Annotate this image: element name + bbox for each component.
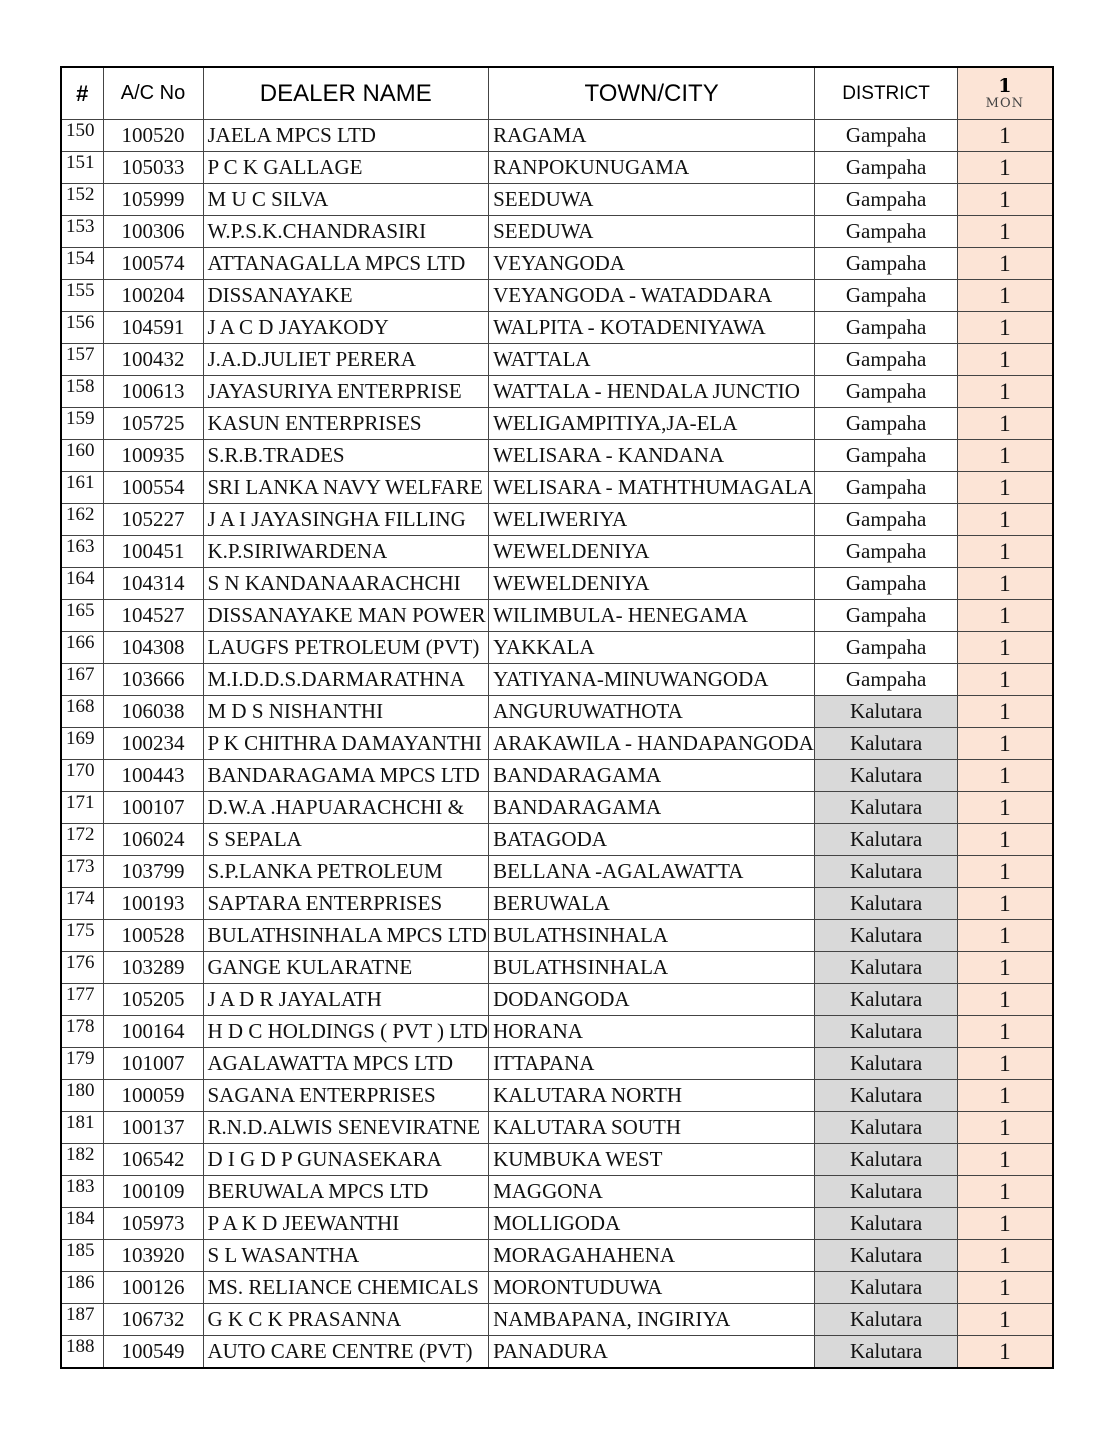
- table-row: [61, 1304, 1053, 1336]
- account-number-cell: 101007: [103, 1048, 203, 1080]
- dealer-name-cell: J A C D JAYAKODY: [203, 312, 489, 344]
- month-value-cell: 1: [958, 536, 1053, 568]
- month-value-cell: 1: [958, 984, 1053, 1016]
- table-row: [61, 1272, 1053, 1304]
- account-number-cell: 103920: [103, 1240, 203, 1272]
- dealer-name-cell: K.P.SIRIWARDENA: [203, 536, 489, 568]
- dealer-name-cell: BANDARAGAMA MPCS LTD: [203, 760, 489, 792]
- row-number-cell: 163: [61, 536, 103, 568]
- district-cell: Gampaha: [815, 184, 958, 216]
- col-header-town-city: TOWN/CITY: [489, 67, 815, 120]
- town-city-cell: MOLLIGODA: [489, 1208, 815, 1240]
- table-row: [61, 536, 1053, 568]
- month-value-cell: 1: [958, 440, 1053, 472]
- row-number-cell: 159: [61, 408, 103, 440]
- town-city-cell: NAMBAPANA, INGIRIYA: [489, 1304, 815, 1336]
- row-number-cell: 157: [61, 344, 103, 376]
- town-city-cell: MORONTUDUWA: [489, 1272, 815, 1304]
- district-cell: Kalutara: [815, 1016, 958, 1048]
- district-cell: Gampaha: [815, 120, 958, 152]
- account-number-cell: 100613: [103, 376, 203, 408]
- table-row: [61, 792, 1053, 824]
- town-city-cell: HORANA: [489, 1016, 815, 1048]
- month-value-cell: 1: [958, 696, 1053, 728]
- district-cell: Kalutara: [815, 1240, 958, 1272]
- dealer-table: [60, 66, 1054, 1369]
- account-number-cell: 106024: [103, 824, 203, 856]
- row-number-cell: 166: [61, 632, 103, 664]
- table-row: [61, 1080, 1053, 1112]
- month-value-cell: 1: [958, 248, 1053, 280]
- account-number-cell: 106732: [103, 1304, 203, 1336]
- month-value-cell: 1: [958, 600, 1053, 632]
- town-city-cell: BERUWALA: [489, 888, 815, 920]
- table-row: [61, 1336, 1053, 1369]
- row-number-cell: 158: [61, 376, 103, 408]
- town-city-cell: BULATHSINHALA: [489, 952, 815, 984]
- account-number-cell: 104527: [103, 600, 203, 632]
- town-city-cell: WALPITA - KOTADENIYAWA: [489, 312, 815, 344]
- month-value-cell: 1: [958, 1304, 1053, 1336]
- month-value-cell: 1: [958, 312, 1053, 344]
- district-cell: Kalutara: [815, 888, 958, 920]
- account-number-cell: 105033: [103, 152, 203, 184]
- town-city-cell: MORAGAHAHENA: [489, 1240, 815, 1272]
- district-cell: Gampaha: [815, 408, 958, 440]
- row-number-cell: 179: [61, 1048, 103, 1080]
- table-body: [61, 120, 1053, 1369]
- town-city-cell: BELLANA -AGALAWATTA: [489, 856, 815, 888]
- row-number-cell: 162: [61, 504, 103, 536]
- table-row: [61, 216, 1053, 248]
- month-value-cell: 1: [958, 376, 1053, 408]
- table-row: [61, 888, 1053, 920]
- account-number-cell: 103289: [103, 952, 203, 984]
- account-number-cell: 100164: [103, 1016, 203, 1048]
- dealer-name-cell: J A D R JAYALATH: [203, 984, 489, 1016]
- account-number-cell: 103799: [103, 856, 203, 888]
- month-value-cell: 1: [958, 1240, 1053, 1272]
- table-row: [61, 1016, 1053, 1048]
- dealer-name-cell: SAPTARA ENTERPRISES: [203, 888, 489, 920]
- account-number-cell: 100137: [103, 1112, 203, 1144]
- account-number-cell: 100432: [103, 344, 203, 376]
- month-value-cell: 1: [958, 120, 1053, 152]
- row-number-cell: 152: [61, 184, 103, 216]
- row-number-cell: 188: [61, 1336, 103, 1369]
- town-city-cell: BANDARAGAMA: [489, 760, 815, 792]
- month-value-cell: 1: [958, 760, 1053, 792]
- row-number-cell: 153: [61, 216, 103, 248]
- account-number-cell: 105999: [103, 184, 203, 216]
- district-cell: Gampaha: [815, 216, 958, 248]
- month-value-cell: 1: [958, 152, 1053, 184]
- table-row: [61, 1208, 1053, 1240]
- table-row: [61, 440, 1053, 472]
- account-number-cell: 100451: [103, 536, 203, 568]
- dealer-name-cell: D I G D P GUNASEKARA: [203, 1144, 489, 1176]
- month-value-cell: 1: [958, 472, 1053, 504]
- town-city-cell: WELISARA - KANDANA: [489, 440, 815, 472]
- col-header-district: DISTRICT: [815, 67, 958, 120]
- row-number-cell: 156: [61, 312, 103, 344]
- dealer-name-cell: DISSANAYAKE: [203, 280, 489, 312]
- dealer-name-cell: G K C K PRASANNA: [203, 1304, 489, 1336]
- table-row: [61, 824, 1053, 856]
- table-row: [61, 600, 1053, 632]
- table-row: [61, 504, 1053, 536]
- dealer-name-cell: P K CHITHRA DAMAYANTHI: [203, 728, 489, 760]
- town-city-cell: KALUTARA SOUTH: [489, 1112, 815, 1144]
- district-cell: Kalutara: [815, 984, 958, 1016]
- account-number-cell: 100549: [103, 1336, 203, 1369]
- row-number-cell: 150: [61, 120, 103, 152]
- district-cell: Gampaha: [815, 504, 958, 536]
- month-value-cell: 1: [958, 888, 1053, 920]
- district-cell: Kalutara: [815, 1336, 958, 1369]
- month-value-cell: 1: [958, 1336, 1053, 1369]
- district-cell: Kalutara: [815, 1080, 958, 1112]
- row-number-cell: 185: [61, 1240, 103, 1272]
- dealer-name-cell: M U C SILVA: [203, 184, 489, 216]
- dealer-name-cell: P C K GALLAGE: [203, 152, 489, 184]
- town-city-cell: WELIWERIYA: [489, 504, 815, 536]
- account-number-cell: 105725: [103, 408, 203, 440]
- table-row: [61, 664, 1053, 696]
- town-city-cell: WELISARA - MATHTHUMAGALA: [489, 472, 815, 504]
- account-number-cell: 104308: [103, 632, 203, 664]
- town-city-cell: KUMBUKA WEST: [489, 1144, 815, 1176]
- account-number-cell: 100520: [103, 120, 203, 152]
- town-city-cell: YATIYANA-MINUWANGODA: [489, 664, 815, 696]
- account-number-cell: 100234: [103, 728, 203, 760]
- row-number-cell: 187: [61, 1304, 103, 1336]
- account-number-cell: 103666: [103, 664, 203, 696]
- town-city-cell: ANGURUWATHOTA: [489, 696, 815, 728]
- account-number-cell: 104314: [103, 568, 203, 600]
- account-number-cell: 100126: [103, 1272, 203, 1304]
- district-cell: Kalutara: [815, 760, 958, 792]
- dealer-name-cell: P A K D JEEWANTHI: [203, 1208, 489, 1240]
- account-number-cell: 100935: [103, 440, 203, 472]
- district-cell: Kalutara: [815, 1144, 958, 1176]
- town-city-cell: PANADURA: [489, 1336, 815, 1369]
- dealer-name-cell: JAYASURIYA ENTERPRISE: [203, 376, 489, 408]
- district-cell: Kalutara: [815, 696, 958, 728]
- col-header-month: [958, 67, 1053, 120]
- month-value-cell: 1: [958, 408, 1053, 440]
- dealer-name-cell: J.A.D.JULIET PERERA: [203, 344, 489, 376]
- account-number-cell: 100059: [103, 1080, 203, 1112]
- col-header-number: #: [61, 67, 103, 120]
- dealer-name-cell: DISSANAYAKE MAN POWER: [203, 600, 489, 632]
- row-number-cell: 160: [61, 440, 103, 472]
- account-number-cell: 100554: [103, 472, 203, 504]
- table-row: [61, 408, 1053, 440]
- district-cell: Gampaha: [815, 152, 958, 184]
- table-row: [61, 280, 1053, 312]
- row-number-cell: 172: [61, 824, 103, 856]
- district-cell: Kalutara: [815, 1272, 958, 1304]
- dealer-name-cell: D.W.A .HAPUARACHCHI &: [203, 792, 489, 824]
- table-row: [61, 344, 1053, 376]
- dealer-name-cell: BERUWALA MPCS LTD: [203, 1176, 489, 1208]
- row-number-cell: 180: [61, 1080, 103, 1112]
- month-label: MON: [985, 95, 1025, 111]
- row-number-cell: 168: [61, 696, 103, 728]
- district-cell: Kalutara: [815, 1112, 958, 1144]
- town-city-cell: VEYANGODA: [489, 248, 815, 280]
- dealer-name-cell: SRI LANKA NAVY WELFARE: [203, 472, 489, 504]
- table-row: [61, 568, 1053, 600]
- row-number-cell: 169: [61, 728, 103, 760]
- district-cell: Gampaha: [815, 248, 958, 280]
- dealer-name-cell: ATTANAGALLA MPCS LTD: [203, 248, 489, 280]
- account-number-cell: 100306: [103, 216, 203, 248]
- table-row: [61, 1176, 1053, 1208]
- month-value-cell: 1: [958, 1176, 1053, 1208]
- town-city-cell: RAGAMA: [489, 120, 815, 152]
- row-number-cell: 164: [61, 568, 103, 600]
- table-row: [61, 472, 1053, 504]
- month-value-cell: 1: [958, 184, 1053, 216]
- town-city-cell: WELIGAMPITIYA,JA-ELA: [489, 408, 815, 440]
- district-cell: Kalutara: [815, 1176, 958, 1208]
- dealer-name-cell: H D C HOLDINGS ( PVT ) LTD: [203, 1016, 489, 1048]
- row-number-cell: 183: [61, 1176, 103, 1208]
- account-number-cell: 100574: [103, 248, 203, 280]
- district-cell: Gampaha: [815, 632, 958, 664]
- row-number-cell: 161: [61, 472, 103, 504]
- town-city-cell: RANPOKUNUGAMA: [489, 152, 815, 184]
- month-value-cell: 1: [958, 632, 1053, 664]
- month-number: 1: [998, 74, 1012, 97]
- table-row: [61, 152, 1053, 184]
- town-city-cell: VEYANGODA - WATADDARA: [489, 280, 815, 312]
- table-row: [61, 312, 1053, 344]
- table-row: [61, 632, 1053, 664]
- dealer-name-cell: W.P.S.K.CHANDRASIRI: [203, 216, 489, 248]
- dealer-name-cell: AUTO CARE CENTRE (PVT): [203, 1336, 489, 1369]
- town-city-cell: WATTALA - HENDALA JUNCTIO: [489, 376, 815, 408]
- district-cell: Kalutara: [815, 1048, 958, 1080]
- town-city-cell: WEWELDENIYA: [489, 536, 815, 568]
- month-value-cell: 1: [958, 504, 1053, 536]
- district-cell: Gampaha: [815, 344, 958, 376]
- dealer-name-cell: J A I JAYASINGHA FILLING: [203, 504, 489, 536]
- col-header-dealer-name: DEALER NAME: [203, 67, 489, 120]
- row-number-cell: 165: [61, 600, 103, 632]
- account-number-cell: 105973: [103, 1208, 203, 1240]
- month-value-cell: 1: [958, 920, 1053, 952]
- district-cell: Kalutara: [815, 952, 958, 984]
- town-city-cell: BANDARAGAMA: [489, 792, 815, 824]
- account-number-cell: 100193: [103, 888, 203, 920]
- month-value-cell: 1: [958, 1112, 1053, 1144]
- table-row: [61, 920, 1053, 952]
- district-cell: Kalutara: [815, 824, 958, 856]
- row-number-cell: 155: [61, 280, 103, 312]
- table-row: [61, 1048, 1053, 1080]
- row-number-cell: 174: [61, 888, 103, 920]
- row-number-cell: 186: [61, 1272, 103, 1304]
- month-value-cell: 1: [958, 1144, 1053, 1176]
- district-cell: Kalutara: [815, 1208, 958, 1240]
- row-number-cell: 171: [61, 792, 103, 824]
- month-value-cell: 1: [958, 568, 1053, 600]
- row-number-cell: 184: [61, 1208, 103, 1240]
- row-number-cell: 154: [61, 248, 103, 280]
- table-row: [61, 760, 1053, 792]
- month-value-cell: 1: [958, 664, 1053, 696]
- account-number-cell: 104591: [103, 312, 203, 344]
- month-value-cell: 1: [958, 280, 1053, 312]
- district-cell: Gampaha: [815, 600, 958, 632]
- row-number-cell: 167: [61, 664, 103, 696]
- town-city-cell: KALUTARA NORTH: [489, 1080, 815, 1112]
- row-number-cell: 181: [61, 1112, 103, 1144]
- table-row: [61, 376, 1053, 408]
- dealer-name-cell: M.I.D.D.S.DARMARATHNA: [203, 664, 489, 696]
- district-cell: Gampaha: [815, 568, 958, 600]
- table-row: [61, 1112, 1053, 1144]
- month-value-cell: 1: [958, 856, 1053, 888]
- town-city-cell: BATAGODA: [489, 824, 815, 856]
- row-number-cell: 173: [61, 856, 103, 888]
- row-number-cell: 178: [61, 1016, 103, 1048]
- row-number-cell: 175: [61, 920, 103, 952]
- dealer-name-cell: MS. RELIANCE CHEMICALS: [203, 1272, 489, 1304]
- town-city-cell: WATTALA: [489, 344, 815, 376]
- district-cell: Gampaha: [815, 664, 958, 696]
- month-value-cell: 1: [958, 1048, 1053, 1080]
- account-number-cell: 106038: [103, 696, 203, 728]
- dealer-name-cell: S L WASANTHA: [203, 1240, 489, 1272]
- district-cell: Gampaha: [815, 312, 958, 344]
- table-row: [61, 984, 1053, 1016]
- month-value-cell: 1: [958, 952, 1053, 984]
- district-cell: Gampaha: [815, 280, 958, 312]
- month-value-cell: 1: [958, 1208, 1053, 1240]
- dealer-name-cell: S.R.B.TRADES: [203, 440, 489, 472]
- row-number-cell: 170: [61, 760, 103, 792]
- account-number-cell: 100204: [103, 280, 203, 312]
- town-city-cell: SEEDUWA: [489, 216, 815, 248]
- town-city-cell: WILIMBULA- HENEGAMA: [489, 600, 815, 632]
- month-value-cell: 1: [958, 824, 1053, 856]
- town-city-cell: WEWELDENIYA: [489, 568, 815, 600]
- month-value-cell: 1: [958, 1272, 1053, 1304]
- town-city-cell: ITTAPANA: [489, 1048, 815, 1080]
- table-row: [61, 1240, 1053, 1272]
- table-row: [61, 856, 1053, 888]
- district-cell: Kalutara: [815, 728, 958, 760]
- town-city-cell: BULATHSINHALA: [489, 920, 815, 952]
- table-row: [61, 184, 1053, 216]
- dealer-name-cell: BULATHSINHALA MPCS LTD: [203, 920, 489, 952]
- account-number-cell: 100109: [103, 1176, 203, 1208]
- district-cell: Gampaha: [815, 536, 958, 568]
- header-row: [61, 67, 1053, 120]
- district-cell: Kalutara: [815, 920, 958, 952]
- town-city-cell: ARAKAWILA - HANDAPANGODA: [489, 728, 815, 760]
- row-number-cell: 151: [61, 152, 103, 184]
- account-number-cell: 100528: [103, 920, 203, 952]
- dealer-name-cell: S N KANDANAARACHCHI: [203, 568, 489, 600]
- dealer-name-cell: GANGE KULARATNE: [203, 952, 489, 984]
- account-number-cell: 105227: [103, 504, 203, 536]
- month-value-cell: 1: [958, 1016, 1053, 1048]
- row-number-cell: 176: [61, 952, 103, 984]
- district-cell: Kalutara: [815, 1304, 958, 1336]
- dealer-name-cell: AGALAWATTA MPCS LTD: [203, 1048, 489, 1080]
- dealer-name-cell: SAGANA ENTERPRISES: [203, 1080, 489, 1112]
- table-row: [61, 952, 1053, 984]
- dealer-name-cell: S SEPALA: [203, 824, 489, 856]
- district-cell: Kalutara: [815, 792, 958, 824]
- town-city-cell: MAGGONA: [489, 1176, 815, 1208]
- month-value-cell: 1: [958, 1080, 1053, 1112]
- row-number-cell: 182: [61, 1144, 103, 1176]
- month-value-cell: 1: [958, 216, 1053, 248]
- account-number-cell: 100107: [103, 792, 203, 824]
- account-number-cell: 106542: [103, 1144, 203, 1176]
- town-city-cell: SEEDUWA: [489, 184, 815, 216]
- dealer-name-cell: KASUN ENTERPRISES: [203, 408, 489, 440]
- table-row: [61, 120, 1053, 152]
- town-city-cell: DODANGODA: [489, 984, 815, 1016]
- dealer-name-cell: LAUGFS PETROLEUM (PVT): [203, 632, 489, 664]
- col-header-ac-no: A/C No: [103, 67, 203, 120]
- dealer-name-cell: R.N.D.ALWIS SENEVIRATNE: [203, 1112, 489, 1144]
- table-row: [61, 248, 1053, 280]
- month-value-cell: 1: [958, 728, 1053, 760]
- table-row: [61, 696, 1053, 728]
- town-city-cell: YAKKALA: [489, 632, 815, 664]
- district-cell: Gampaha: [815, 440, 958, 472]
- row-number-cell: 177: [61, 984, 103, 1016]
- table-row: [61, 1144, 1053, 1176]
- dealer-name-cell: JAELA MPCS LTD: [203, 120, 489, 152]
- district-cell: Gampaha: [815, 472, 958, 504]
- dealer-name-cell: S.P.LANKA PETROLEUM: [203, 856, 489, 888]
- month-value-cell: 1: [958, 792, 1053, 824]
- district-cell: Gampaha: [815, 376, 958, 408]
- dealer-name-cell: M D S NISHANTHI: [203, 696, 489, 728]
- account-number-cell: 100443: [103, 760, 203, 792]
- month-value-cell: 1: [958, 344, 1053, 376]
- table-row: [61, 728, 1053, 760]
- account-number-cell: 105205: [103, 984, 203, 1016]
- district-cell: Kalutara: [815, 856, 958, 888]
